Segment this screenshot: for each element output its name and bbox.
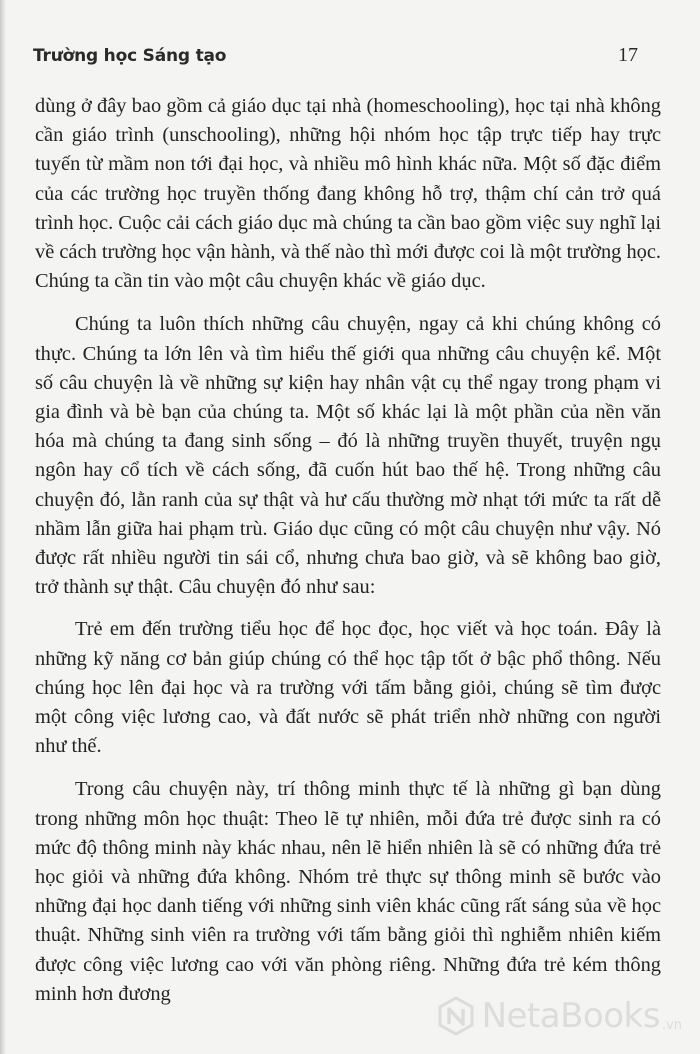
paragraph-4: Trong câu chuyện này, trí thông minh thực tế là những gì bạn dùng trong những môn học thuật: Theo lẽ tự nhiên, mỗi đứa trẻ được sinh ra có mức độ thông minh này khác nhau, nên lẽ hiển nhiên là sẽ có những đứa trẻ học giỏi và những đứa không. Nhóm trẻ thực sự thông minh sẽ bước vào những đại học danh tiếng với những sinh viên khác cũng rất sáng sủa về học thuật. Những sinh viên ra trường với tấm bằng giỏi thì nghiễm nhiên kiếm được công việc lương cao với văn phòng riêng. Những đứa trẻ kém thông minh hơn đương <box>35 778 661 1005</box>
watermark-text: NetaBooks <box>481 996 660 1036</box>
running-title: Trường học Sáng tạo <box>33 46 227 66</box>
watermark <box>436 996 682 1036</box>
page-binding-shadow <box>0 0 6 1054</box>
paragraph-2: Chúng ta luôn thích những câu chuyện, ngay cả khi chúng không có thực. Chúng ta lớn lên và tìm hiểu thế giới qua những câu chuyện kể. Một số câu chuyện là về những sự kiện hay nhân vật cụ thể ngay trong phạm vi gia đình và bè bạn của chúng ta. Một số khác lại là một phần của nền văn hóa mà chúng ta đang sinh sống – đó là những truyền thuyết, truyện ngụ ngôn hay cổ tích về cách sống, đã cuốn hút bao thế hệ. Trong những câu chuyện đó, lằn ranh của sự thật và hư cấu thường mờ nhạt tới mức ta rất dễ nhầm lẫn giữa hai phạm trù. Giáo dục cũng có một câu chuyện như vậy. Nó được rất nhiều người tin sái cổ, nhưng chưa bao giờ, và sẽ không bao giờ, trở thành sự thật. Câu chuyện đó như sau: <box>35 313 661 599</box>
page-header <box>33 44 638 74</box>
page-number: 17 <box>618 44 638 66</box>
paragraph-3-quote: Trẻ em đến trường tiểu học để học đọc, học viết và học toán. Đây là những kỹ năng cơ bản giúp chúng có thể học tập tốt ở bậc phổ thông. Nếu chúng học lên đại học và ra trường với tấm bằng giỏi, chúng sẽ tìm được một công việc lương cao, và đất nước sẽ phát triển nhờ những con người như thế. <box>35 618 661 758</box>
body-text <box>35 92 661 1009</box>
watermark-suffix: .vn <box>661 1017 682 1033</box>
netabooks-logo-icon <box>436 996 476 1036</box>
paragraph-1: dùng ở đây bao gồm cả giáo dục tại nhà (homeschooling), học tại nhà không cần giáo trình (unschooling), những hội nhóm học tập trực tiếp hay trực tuyến từ mầm non tới đại học, và nhiều mô hình khác nữa. Một số đặc điểm của các trường học truyền thống đang không hỗ trợ, thậm chí cản trở quá trình học. Cuộc cải cách giáo dục mà chúng ta cần bao gồm việc suy nghĩ lại về cách trường học vận hành, và thế nào thì mới được coi là một trường học. Chúng ta cần tin vào một câu chuyện khác về giáo dục. <box>35 95 661 293</box>
